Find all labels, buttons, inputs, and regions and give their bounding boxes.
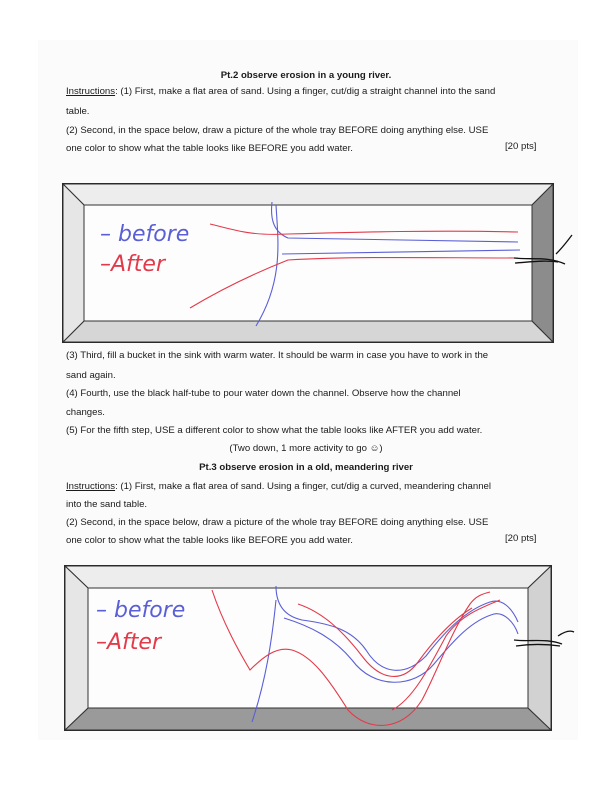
pt3-points: [20 pts] (505, 533, 537, 544)
pt3-step2-line1: (2) Second, in the space below, draw a picture of the whole tray BEFORE doing anything else. USE (66, 517, 489, 528)
pt2-step2-line2: one color to show what the table looks like BEFORE you add water. (66, 143, 353, 154)
pt2-step4-line2: changes. (66, 407, 105, 418)
pt2-step5-line1: (5) For the fifth step, USE a different color to show what the table looks like AFTER you add water. (66, 425, 483, 436)
pt2-instructions-line2: table. (66, 106, 90, 117)
pt2-step2-line1: (2) Second, in the space below, draw a picture of the whole tray BEFORE doing anything else. USE (66, 125, 489, 136)
pt2-title: Pt.2 observe erosion in a young river. (220, 70, 392, 81)
pt3-legend-before: – before (96, 598, 186, 623)
pt3-instructions-text: : (1) First, make a flat area of sand. Using a finger, cut/dig a curved, meandering channel (115, 481, 492, 492)
pt3-instructions-line1 (66, 481, 491, 493)
pt2-legend-before: – before (100, 222, 190, 247)
pt3-title: Pt.3 observe erosion in a old, meandering river (199, 462, 413, 473)
pt2-instructions-text: : (1) First, make a flat area of sand. Using a finger, cut/dig a straight channel into the sand (115, 86, 496, 97)
pt2-instructions-line1 (66, 86, 495, 98)
pt3-legend-after: –After (96, 630, 162, 655)
pt3-step2-line2: one color to show what the table looks like BEFORE you add water. (66, 535, 353, 546)
pt2-points: [20 pts] (505, 141, 537, 152)
pt2-instructions-label: Instructions (66, 86, 116, 97)
pt2-step3-line1: (3) Third, fill a bucket in the sink with warm water. It should be warm in case you have to work in the (66, 350, 489, 361)
pt3-instructions-label: Instructions (66, 481, 116, 492)
pt3-instructions-line2: into the sand table. (66, 499, 148, 510)
pt2-step3-line2: sand again. (66, 370, 116, 381)
pt2-step4-line1: (4) Fourth, use the black half-tube to pour water down the channel. Observe how the channel (66, 388, 461, 399)
pt2-legend-after: –After (100, 252, 166, 277)
pt2-progress-note: (Two down, 1 more activity to go ☺) (229, 443, 383, 454)
